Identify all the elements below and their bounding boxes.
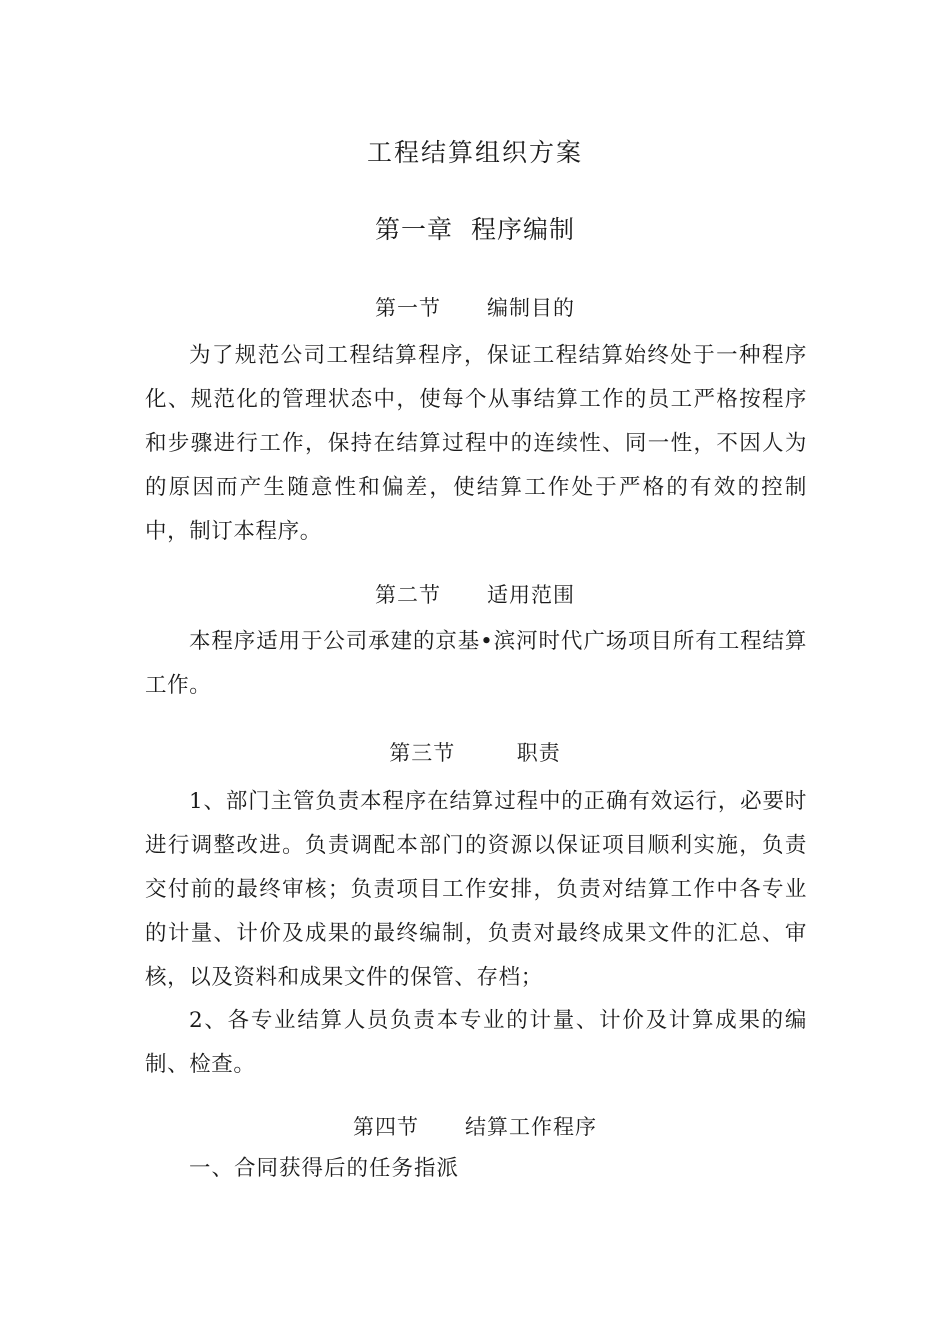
chapter-heading: 第一章 程序编制 bbox=[375, 215, 575, 244]
document-title: 工程结算组织方案 bbox=[366, 138, 583, 167]
section-heading-4: 第四节 结算工作程序 bbox=[352, 1115, 598, 1139]
section-1-paragraph-1: 为了规范公司工程结算程序，保证工程结算始终处于一种程序化、规范化的管理状态中，使每个从事结算工作的员工严格按程序和步骤进行工作，保持在结算过程中的连续性、同一性，不因人为的原因而产生随意性和偏差，使结算工作处于严格的有效的控制中，制订本程序。 bbox=[145, 343, 807, 544]
section-heading-2: 第二节 适用范围 bbox=[374, 583, 576, 607]
section-heading-1: 第一节 编制目的 bbox=[374, 296, 576, 320]
section-2-paragraph-1: 本程序适用于公司承建的京基•滨河时代广场项目所有工程结算工作。 bbox=[145, 629, 807, 698]
section-3-paragraph-1: 1、部门主管负责本程序在结算过程中的正确有效运行，必要时进行调整改进。负责调配本部门的资源以保证项目顺利实施，负责交付前的最终审核；负责项目工作安排，负责对结算工作中各专业的计量、计价及成果的最终编制，负责对最终成果文件的汇总、审核，以及资料和成果文件的保管、存档； bbox=[145, 789, 807, 990]
section-3-paragraph-2: 2、各专业结算人员负责本专业的计量、计价及计算成果的编制、检查。 bbox=[145, 1008, 807, 1077]
subsection-heading: 一、合同获得后的任务指派 bbox=[189, 1156, 460, 1181]
section-heading-3: 第三节 职责 bbox=[389, 741, 561, 765]
